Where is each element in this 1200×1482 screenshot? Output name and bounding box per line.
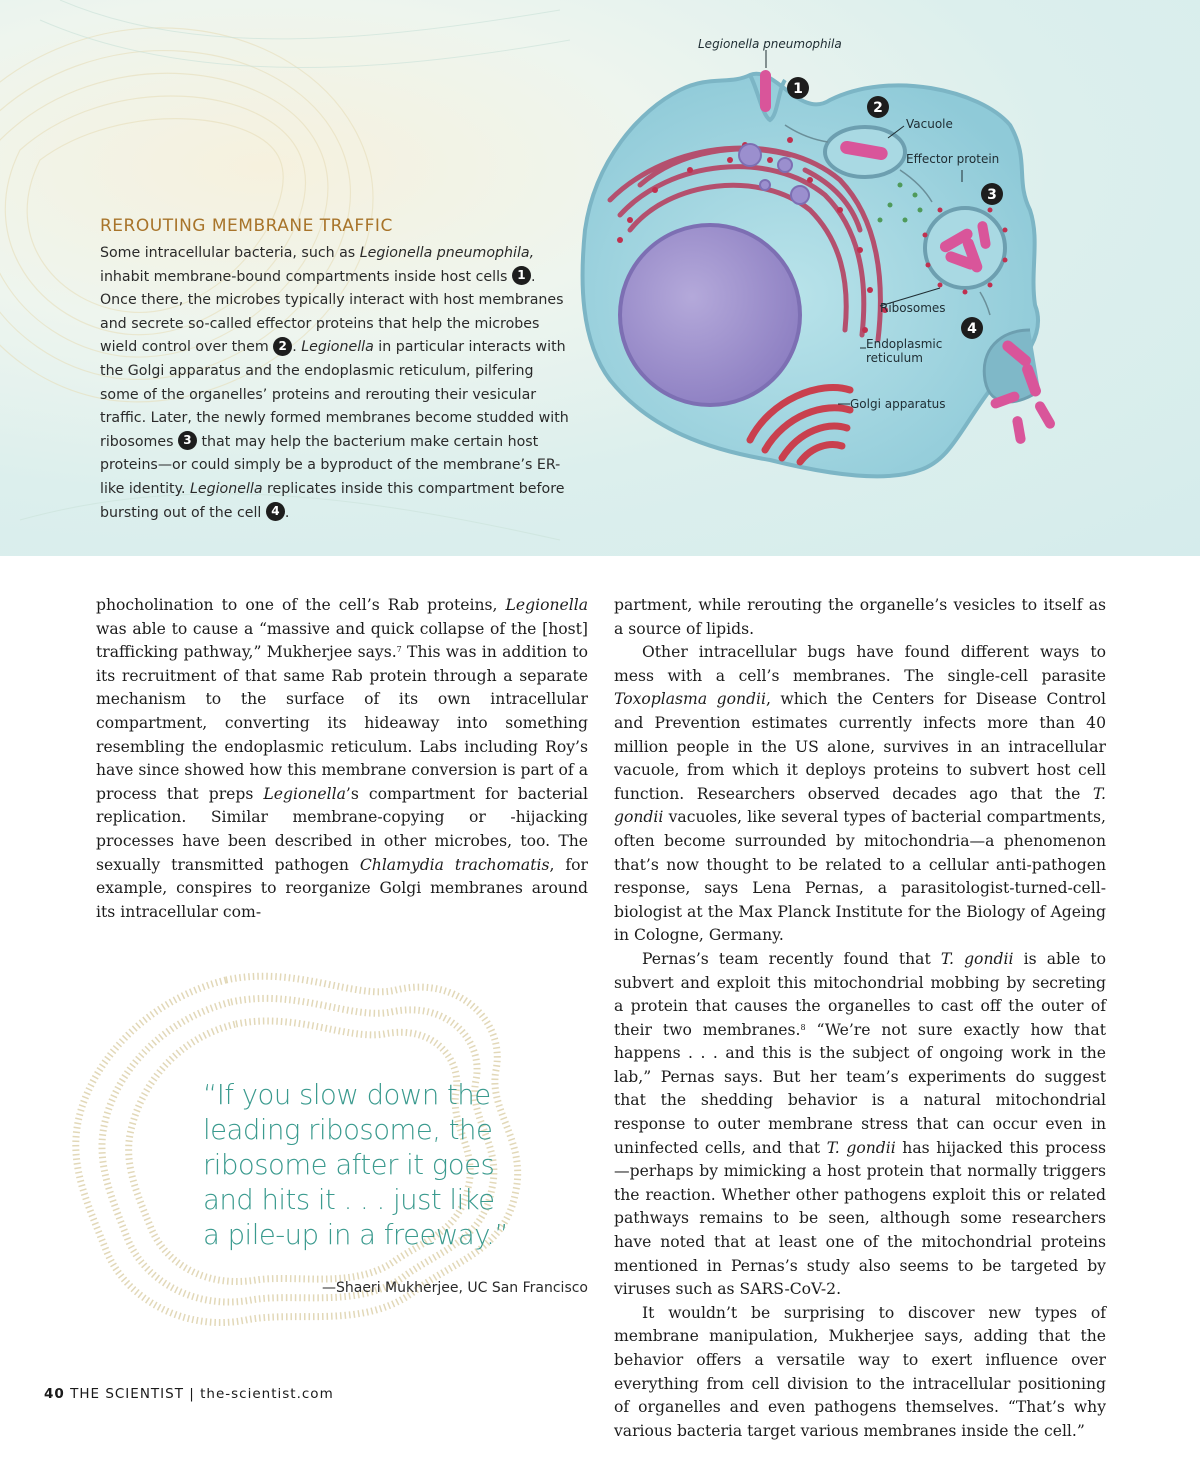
diagram-step-4: [961, 317, 983, 339]
diagram-step-1: [787, 77, 809, 99]
right-column: [614, 594, 1106, 1443]
left-paragraph-1: phocholination to one of the cell’s Rab proteins, Legionella was able to cause a “massive and quick collapse of the [host] trafficking pathway,” Mukherjee says.$^7$ This was in addition to its recruitment of that same Rab protein through a separate mechanism to the surface of its own intracellular compartment, converting its hideaway into something resembling the endoplasmic reticulum. Labs including Roy’s have since showed how this membrane conversion is part of a process that preps Legionella’s compartment for bacterial replication. Similar membrane-copying or -hijacking processes have been described in other microbes, too. The sexually transmitted pathogen Chlamydia trachomatis, for example, conspires to reorganize Golgi membranes around its intracellular com-: [96, 596, 589, 921]
diagram-step-2: [867, 96, 889, 118]
svg-text:1: 1: [793, 81, 803, 97]
label-bacterium: Legionella pneumophila: [698, 37, 842, 51]
label-ribosomes: Ribosomes: [880, 301, 946, 315]
nucleus: [620, 225, 800, 405]
footnote-7: 7: [396, 645, 402, 655]
svg-text:3: 3: [987, 187, 997, 203]
step-4-badge: 4: [266, 502, 285, 521]
bacterium-entering: [760, 70, 771, 112]
infographic-banner: [0, 0, 1200, 556]
label-er-line1: Endoplasmic: [866, 337, 943, 351]
step-3-badge: 3: [178, 431, 197, 450]
diagram-step-3: [981, 183, 1003, 205]
right-paragraph-1: partment, while rerouting the organelle’s vesicles to itself as a source of lipids.: [614, 596, 1106, 638]
pullquote-text: “If you slow down the leading ribosome, the ribosome after it goes and hits it . . . just like a pile-up in a freeway.”: [203, 1079, 509, 1251]
label-golgi: Golgi apparatus: [850, 397, 946, 411]
footer-separator: |: [189, 1386, 195, 1402]
step-1-badge: 1: [512, 266, 531, 285]
sidebar-text: Some intracellular bacteria, such as Legionella pneumophila, inhabit membrane-bound compartments inside host cells 1 . Once there, the microbes typically interact with host membranes and secrete so-called effector proteins that help the microbes wield control over them 2 . Legionella in particular interacts with the Golgi apparatus and the endoplasmic reticulum, pilfering some of the organelles’ proteins and rerouting their vesicular traffic. Later, the newly formed membranes become studded with ribosomes 3 that may help the bacterium make certain host proteins—or could simply be a byproduct of the membrane’s ER-like identity. Legionella replicates inside this compartment before bursting out of the cell 4 .: [100, 245, 569, 521]
page-footer: [44, 1386, 334, 1402]
footnote-8: 8: [800, 1022, 806, 1032]
label-vacuole: Vacuole: [906, 117, 953, 131]
page-number: 40: [44, 1386, 65, 1402]
svg-text:4: 4: [967, 321, 977, 337]
label-er-line2: reticulum: [866, 351, 923, 365]
label-effector-protein: Effector protein: [906, 152, 1000, 166]
cell-diagram: [560, 30, 1080, 530]
left-column: [96, 594, 588, 924]
magazine-name: THE SCIENTIST: [70, 1386, 184, 1402]
right-paragraph-3: Pernas’s team recently found that T. gondii is able to subvert and exploit this mitochondrial mobbing by secreting a protein that causes the organelles to cast off the outer of their two membranes.$^8$ “We’re not sure exactly how that happens . . . and this is the subject of ongoing work in the lab,” Pernas says. But her team’s experiments do suggest that the shedding behavior is a natural mitochondrial response to outer membrane stress that can occur even in uninfected cells, and that T. gondii has hijacked this process—perhaps by mimicking a host protein that normally triggers the reaction. Whether other pathogens exploit this or related pathways remains to be seen, although some researchers have noted that at least one of the mitochondrial proteins mentioned in Pernas’s study also seems to be targeted by viruses such as SARS-CoV-2.: [614, 949, 1106, 1299]
sidebar-title: REROUTING MEMBRANE TRAFFIC: [100, 216, 393, 236]
step-2-badge: 2: [273, 337, 292, 356]
right-paragraph-4: It wouldn’t be surprising to discover new types of membrane manipulation, Mukherjee says, adding that the behavior offers a versatile way to exert influence over everything from cell division to the intracellular positioning of organelles and even pathogens themselves. “That’s why various bacteria target various membranes inside the cell.”: [614, 1303, 1106, 1440]
pullquote-attribution: —Shaeri Mukherjee, UC San Francisco: [321, 1280, 588, 1296]
right-paragraph-2: Other intracellular bugs have found different ways to mess with a cell’s membranes. The single-cell parasite Toxoplasma gondii, which the Centers for Disease Control and Prevention estimates currently infects more than 40 million people in the US alone, survives in an intracellular vacuole, from which it deploys proteins to subvert host cell function. Researchers observed decades ago that the T. gondii vacuoles, like several types of bacterial compartments, often become surrounded by mitochondria—a phenomenon that’s now thought to be related to a cellular anti-pathogen response, says Lena Pernas, a parasitologist-turned-cell-biologist at the Max Planck Institute for the Biology of Ageing in Cologne, Germany.: [614, 643, 1106, 945]
website-link[interactable]: the-scientist.com: [200, 1386, 334, 1402]
svg-text:2: 2: [873, 100, 883, 116]
